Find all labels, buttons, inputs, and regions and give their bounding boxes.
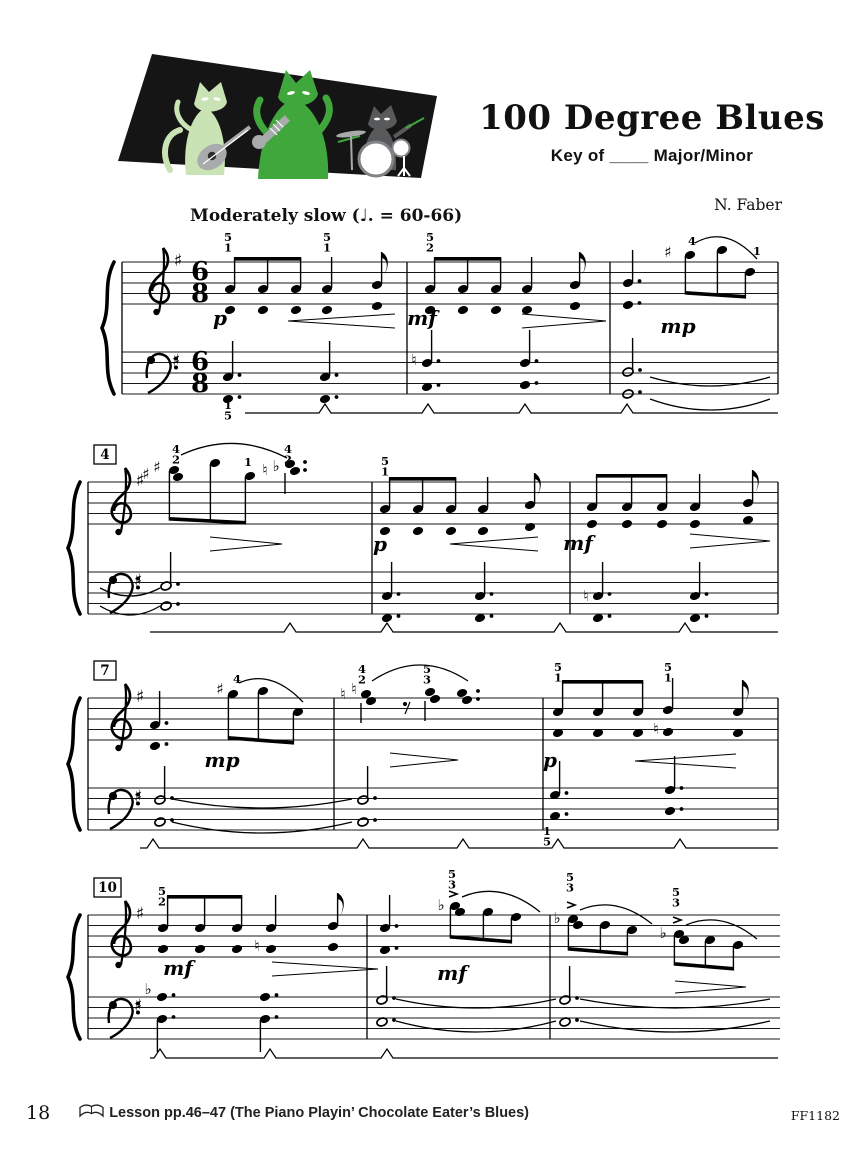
- key-signature-sharp: ♯: [133, 787, 143, 807]
- system-brace: [68, 698, 80, 830]
- treble-clef: [112, 684, 131, 738]
- time-signature-8: 8: [190, 279, 210, 309]
- fingering-number: 5: [322, 230, 332, 244]
- flat-accidental: ♭: [659, 924, 667, 942]
- fingering-number: 4: [232, 672, 242, 686]
- fingering-number: 2: [157, 894, 167, 909]
- sharp-accidental: ♯: [142, 465, 150, 483]
- lesson-reference: Lesson pp.46–47 (The Piano Playin’ Chocolate Eater’s Blues): [109, 1105, 530, 1121]
- tempo-marking: Moderately slow (♩. = 60-66): [190, 206, 463, 226]
- open-book-icon: [78, 1103, 105, 1123]
- natural-accidental: ♮: [583, 587, 589, 605]
- dynamic-marking-mf: mf: [407, 306, 437, 330]
- time-signature-6: 6: [190, 257, 210, 287]
- fingering-number: 1: [752, 244, 762, 258]
- fingering-number: 5: [671, 885, 681, 899]
- key-of-blank-line: Key of ____ Major/Minor: [550, 146, 754, 165]
- fingering-number: 1: [322, 240, 332, 255]
- dynamic-marking-mp: mp: [660, 314, 696, 338]
- time-signature-6: 6: [190, 347, 210, 377]
- fingering-number: 1: [223, 240, 233, 255]
- dynamic-marking-p: p: [373, 532, 387, 556]
- fingering-number: 5: [157, 884, 167, 898]
- treble-clef: [150, 248, 169, 302]
- fingering-number: 1: [663, 670, 673, 685]
- key-signature-sharp: ♯: [135, 904, 145, 924]
- fingering-number: 3: [671, 895, 681, 910]
- key-signature-sharp: ♯: [173, 251, 183, 271]
- fingering-number: 1: [223, 398, 233, 412]
- fingering-number: 4: [687, 234, 697, 248]
- fingering-number: 5: [380, 454, 390, 468]
- grand-staff-system-3: [68, 660, 778, 849]
- piece-title: 100 Degree Blues: [479, 98, 825, 138]
- measure-number: 7: [100, 663, 110, 679]
- grand-staff-system-1: [102, 230, 778, 423]
- measure-number: 4: [100, 447, 110, 463]
- natural-accidental: ♮: [351, 680, 357, 698]
- fingering-number: 1: [380, 464, 390, 479]
- pedal-line: [150, 1049, 778, 1058]
- fingering-number: 4: [357, 662, 367, 676]
- system-brace: [102, 262, 114, 394]
- fingering-number: 1: [542, 824, 552, 838]
- natural-accidental: ♮: [411, 351, 417, 369]
- dynamic-marking-mf: mf: [437, 961, 467, 985]
- time-signature-8: 8: [190, 369, 210, 399]
- natural-accidental: ♮: [254, 937, 260, 955]
- natural-accidental: ♮: [262, 461, 268, 479]
- fingering-number: 2: [171, 452, 181, 467]
- fingering-number: 2: [357, 672, 367, 687]
- key-signature-sharp: ♯: [171, 351, 181, 371]
- natural-accidental: ♮: [653, 720, 659, 738]
- key-signature-sharp: ♯: [135, 687, 145, 707]
- sharp-accidental: ♯: [216, 680, 224, 698]
- fingering-number: 5: [447, 867, 457, 881]
- fingering-number: 5: [663, 660, 673, 674]
- flat-accidental: ♭: [144, 980, 152, 998]
- treble-clef: [112, 468, 131, 522]
- flat-accidental: ♭: [437, 896, 445, 914]
- flat-accidental: ♭: [272, 457, 280, 475]
- system-brace: [68, 482, 80, 614]
- grand-staff-system-2: [68, 442, 778, 632]
- dynamic-marking-mf: mf: [163, 956, 193, 980]
- fingering-number: 5: [542, 834, 552, 849]
- fingering-number: 2: [425, 240, 435, 255]
- pedal-line: [150, 623, 778, 632]
- system-brace: [68, 915, 80, 1039]
- dynamic-marking-p: p: [543, 748, 557, 772]
- measure-number: 10: [98, 880, 117, 896]
- fingering-number: 1: [243, 455, 253, 469]
- fingering-number: 3: [447, 877, 457, 892]
- fingering-number: 5: [223, 230, 233, 244]
- fingering-number: 5: [553, 660, 563, 674]
- fingering-number: 5: [422, 662, 432, 676]
- fingering-number: 3: [422, 672, 432, 687]
- footer: [26, 1100, 529, 1126]
- fingering-number: 2: [283, 452, 293, 467]
- page-number: 18: [26, 1102, 51, 1124]
- key-signature-sharp: ♯: [133, 996, 143, 1016]
- fingering-number: 1: [553, 670, 563, 685]
- composer-credit: N. Faber: [714, 196, 782, 214]
- sharp-accidental: ♯: [664, 243, 672, 261]
- natural-accidental: ♮: [340, 685, 346, 703]
- fingering-number: 4: [171, 442, 181, 456]
- fingering-number: 5: [425, 230, 435, 244]
- pedal-line: [245, 404, 778, 413]
- fingering-number: 3: [565, 880, 575, 895]
- key-signature-sharp: ♯: [135, 471, 145, 491]
- treble-clef: [112, 901, 131, 955]
- pedal-line: [140, 839, 778, 848]
- flat-accidental: ♭: [553, 909, 561, 927]
- dynamic-marking-mp: mp: [204, 748, 240, 772]
- dynamic-marking-p: p: [213, 306, 227, 330]
- fingering-number: 5: [223, 408, 233, 423]
- fingering-number: 5: [565, 870, 575, 884]
- key-signature-sharp: ♯: [133, 571, 143, 591]
- fingering-number: 4: [283, 442, 293, 456]
- grand-staff-system-4: [68, 867, 780, 1058]
- catalog-number: FF1182: [790, 1108, 840, 1123]
- dynamic-marking-mf: mf: [563, 531, 593, 555]
- sharp-accidental: ♯: [153, 458, 161, 476]
